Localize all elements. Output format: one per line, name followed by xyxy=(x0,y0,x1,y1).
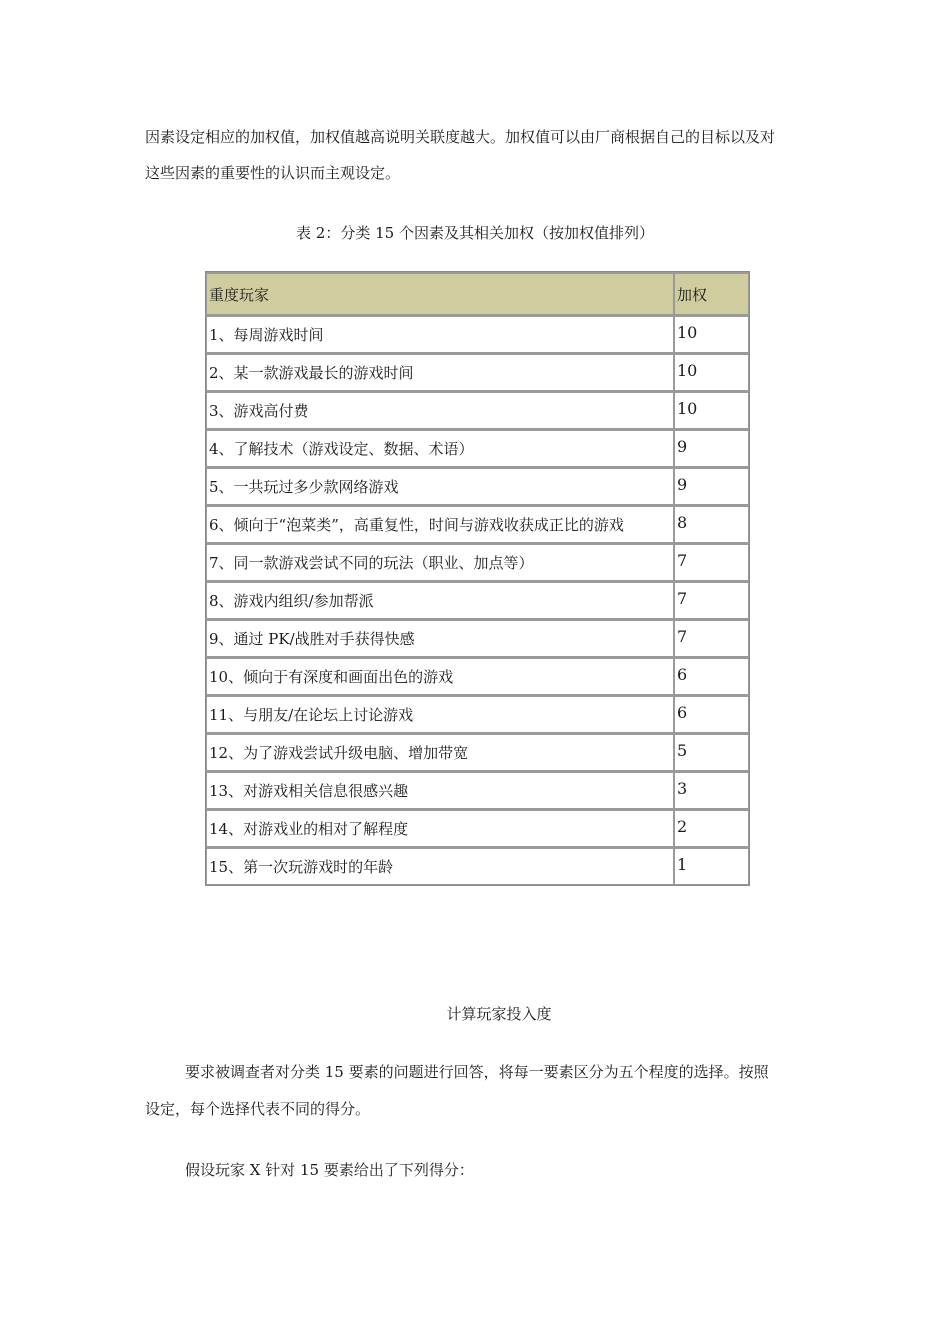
header-factor: 重度玩家 xyxy=(206,272,674,315)
table-row xyxy=(206,695,749,733)
weight-cell: 5 xyxy=(674,733,749,771)
section-paragraph-line-1: 要求被调查者对分类 15 要素的问题进行回答，将每一要素区分为五个程度的选择。按照 xyxy=(185,1063,769,1081)
table-row xyxy=(206,809,749,847)
table-header-row xyxy=(206,272,749,315)
weight-cell: 6 xyxy=(674,657,749,695)
section-paragraph-2: 假设玩家 X 针对 15 要素给出了下列得分： xyxy=(185,1161,474,1179)
factor-cell: 2、某一款游戏最长的游戏时间 xyxy=(206,353,674,391)
factor-cell: 9、通过 PK/战胜对手获得快感 xyxy=(206,619,674,657)
factor-cell: 13、对游戏相关信息很感兴趣 xyxy=(206,771,674,809)
weight-cell: 10 xyxy=(674,391,749,429)
weight-cell: 9 xyxy=(674,467,749,505)
weight-cell: 7 xyxy=(674,619,749,657)
factor-cell: 14、对游戏业的相对了解程度 xyxy=(206,809,674,847)
factor-cell: 3、游戏高付费 xyxy=(206,391,674,429)
table-row xyxy=(206,543,749,581)
factor-cell: 4、了解技术（游戏设定、数据、术语） xyxy=(206,429,674,467)
weight-cell: 10 xyxy=(674,353,749,391)
table-row xyxy=(206,353,749,391)
factor-cell: 10、倾向于有深度和画面出色的游戏 xyxy=(206,657,674,695)
table-row xyxy=(206,315,749,353)
intro-paragraph-line-1: 因素设定相应的加权值，加权值越高说明关联度越大。加权值可以由厂商根据自己的目标以及对 xyxy=(145,128,776,146)
factor-cell: 11、与朋友/在论坛上讨论游戏 xyxy=(206,695,674,733)
weight-cell: 1 xyxy=(674,847,749,885)
table-row xyxy=(206,429,749,467)
table-row xyxy=(206,467,749,505)
intro-paragraph-line-2: 这些因素的重要性的认识而主观设定。 xyxy=(145,164,401,182)
table-caption: 表 2：分类 15 个因素及其相关加权（按加权值排列） xyxy=(296,224,654,242)
weight-cell: 9 xyxy=(674,429,749,467)
factor-weight-table xyxy=(205,271,750,886)
factor-cell: 6、倾向于“泡菜类”，高重复性，时间与游戏收获成正比的游戏 xyxy=(206,505,674,543)
factor-cell: 7、同一款游戏尝试不同的玩法（职业、加点等） xyxy=(206,543,674,581)
weight-cell: 7 xyxy=(674,581,749,619)
weight-cell: 8 xyxy=(674,505,749,543)
table-row xyxy=(206,847,749,885)
table-row xyxy=(206,733,749,771)
weight-cell: 2 xyxy=(674,809,749,847)
table-row xyxy=(206,619,749,657)
table-row xyxy=(206,391,749,429)
table-row xyxy=(206,657,749,695)
section-title: 计算玩家投入度 xyxy=(446,1005,552,1023)
weight-cell: 10 xyxy=(674,315,749,353)
header-weight: 加权 xyxy=(674,272,749,315)
weight-cell: 7 xyxy=(674,543,749,581)
factor-cell: 15、第一次玩游戏时的年龄 xyxy=(206,847,674,885)
factor-cell: 8、游戏内组织/参加帮派 xyxy=(206,581,674,619)
factor-cell: 5、一共玩过多少款网络游戏 xyxy=(206,467,674,505)
table-row xyxy=(206,581,749,619)
factor-cell: 1、每周游戏时间 xyxy=(206,315,674,353)
table-row xyxy=(206,505,749,543)
weight-cell: 6 xyxy=(674,695,749,733)
weight-cell: 3 xyxy=(674,771,749,809)
factor-cell: 12、为了游戏尝试升级电脑、增加带宽 xyxy=(206,733,674,771)
section-paragraph-line-2: 设定，每个选择代表不同的得分。 xyxy=(145,1100,371,1118)
table-row xyxy=(206,771,749,809)
